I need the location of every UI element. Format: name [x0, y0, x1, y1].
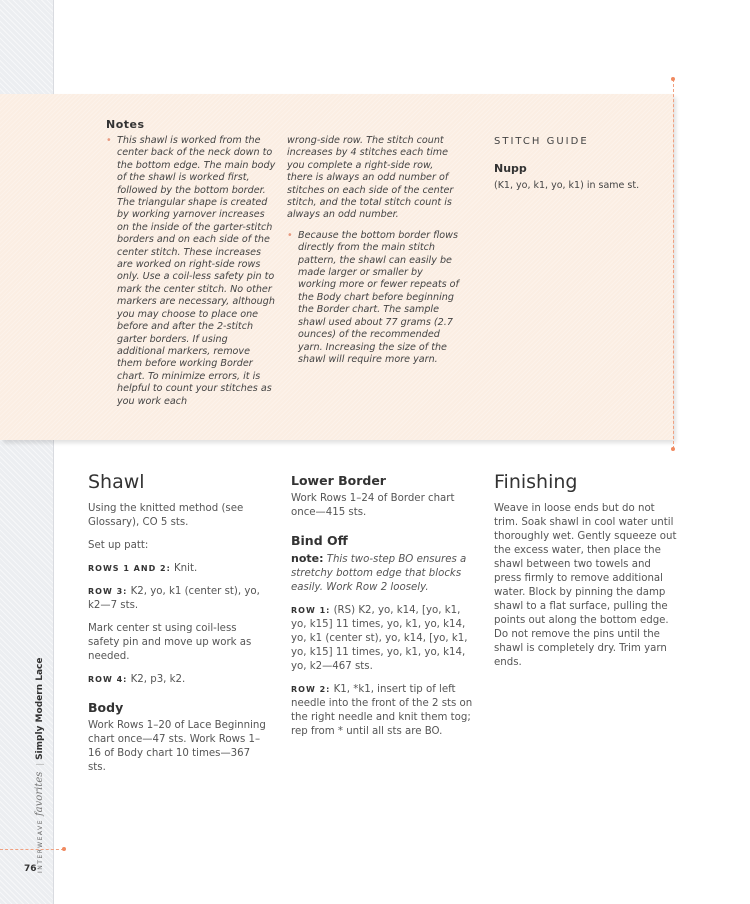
nupp-heading: Nupp: [494, 162, 527, 175]
book-title: Simply Modern Lace: [35, 657, 45, 760]
bind-off-row-2: [291, 683, 476, 739]
notes-bullet-2: • Because the bottom border flows directly from the main stitch pattern, the shawl can easily be made larger or smaller by working more or fewer repeats of the Body chart before beginning the Border chart. The sample shawl used about 77 grams (2.7 ounces) of the recommended yarn. Increasing the size of the shawl will require more yarn.: [287, 230, 459, 366]
lower-border-column: [291, 470, 476, 748]
note-text: This two-step BO ensures a stretchy bottom edge that blocks easily. Work Row 2 loosely.: [291, 554, 467, 593]
notes-bullet-1: • This shawl is worked from the center back of the neck down to the bottom edge. The main body of the shawl is worked first, followed by the bottom border. The triangular shape is created by working yarnover increases on the inside of the garter-stitch borders and on each side of the center stitch. These increases are worked on right-side rows only. Use a coil-less safety pin to mark the center stitch. No other markers are necessary, although you may choose to place one before and after the 2-stitch garter borders. If using additional markers, remove them before working Border chart. To minimize errors, it is helpful to count your stitches as you work each: [106, 135, 278, 408]
notes-title: Notes: [106, 118, 145, 131]
row-label: ROW 4:: [88, 675, 128, 684]
notes-column-1: [106, 135, 278, 416]
trim-dot-bottom: [671, 447, 675, 451]
trim-mark-horizontal: [0, 849, 64, 850]
setup-label: Set up patt:: [88, 540, 149, 551]
lower-border-heading: Lower Border: [291, 473, 386, 488]
finishing-instructions: Weave in loose ends but do not trim. Soak shawl in cool water until thoroughly wet. Gently squeeze out the excess water, then place the shawl between two towels and press firmly to remove additional water. Block by pinning the damp shawl to a flat surface, pulling the points out along the bottom edge. Do not remove the pins until the shawl is completely dry. Trim yarn ends.: [494, 503, 677, 668]
notes-bullet-1-continued: wrong-side row. The stitch count increases by 4 stitches each time you complete a right-side row, there is always an odd number of stitches on each side of the center stitch, and the total stitch count is always an odd number.: [287, 135, 454, 221]
bind-off-note: [291, 552, 476, 595]
body-instructions: Work Rows 1–20 of Lace Beginning chart once—47 sts. Work Rows 1–16 of Body chart 10 times—367 sts.: [88, 720, 266, 773]
note-label: note:: [291, 552, 324, 565]
rows-1-2-instructions: [88, 562, 268, 576]
trim-dot-left: [62, 847, 66, 851]
row-text: K1, *k1, insert tip of left needle into the front of the 2 sts on the right needle and knit them tog; rep from * until all sts are BO.: [291, 684, 473, 737]
nupp-instructions: (K1, yo, k1, yo, k1) in same st.: [494, 180, 640, 191]
row-3-instructions: [88, 585, 268, 613]
shawl-column: [88, 470, 268, 784]
row-text: K2, p3, k2.: [127, 674, 186, 685]
row-4-instructions: [88, 673, 268, 687]
trim-mark-vertical: [673, 79, 674, 449]
page-number: 76: [24, 864, 37, 874]
row-text: Knit.: [170, 563, 198, 574]
notes-column-2: [287, 135, 459, 374]
bind-off-row-1: [291, 604, 476, 674]
marker-instructions: Mark center st using coil-less safety pin and move up work as needed.: [88, 623, 252, 662]
running-head-separator: |: [35, 762, 44, 766]
row-label: ROW 1:: [291, 606, 331, 615]
row-text: K2, yo, k1 (center st), yo, k2—7 sts.: [88, 586, 260, 611]
trim-dot-top: [671, 77, 675, 81]
cast-on-instructions: Using the knitted method (see Glossary), CO 5 sts.: [88, 503, 244, 528]
row-label: ROWS 1 AND 2:: [88, 564, 171, 573]
row-text: (RS) K2, yo, k14, [yo, k1, yo, k15] 11 times, yo, k1, yo, k14, yo, k1 (center st), yo, k14, [yo, k1, yo, k15] 11 times, yo, k1, yo, k14, yo, k2—467 sts.: [291, 605, 468, 672]
row-label: ROW 2:: [291, 685, 331, 694]
brand-label: INTERWEAVE: [37, 819, 44, 873]
finishing-column: [494, 470, 679, 679]
stitch-guide-title: STITCH GUIDE: [494, 136, 589, 147]
bind-off-heading: Bind Off: [291, 533, 348, 548]
favorites-label: favorites: [34, 771, 45, 817]
lower-border-instructions: Work Rows 1–24 of Border chart once—415 sts.: [291, 493, 455, 518]
row-label: ROW 3:: [88, 587, 128, 596]
shawl-heading: Shawl: [88, 471, 145, 493]
body-heading: Body: [88, 700, 124, 715]
finishing-heading: Finishing: [494, 471, 578, 493]
sidebar-running-head: [34, 613, 50, 873]
